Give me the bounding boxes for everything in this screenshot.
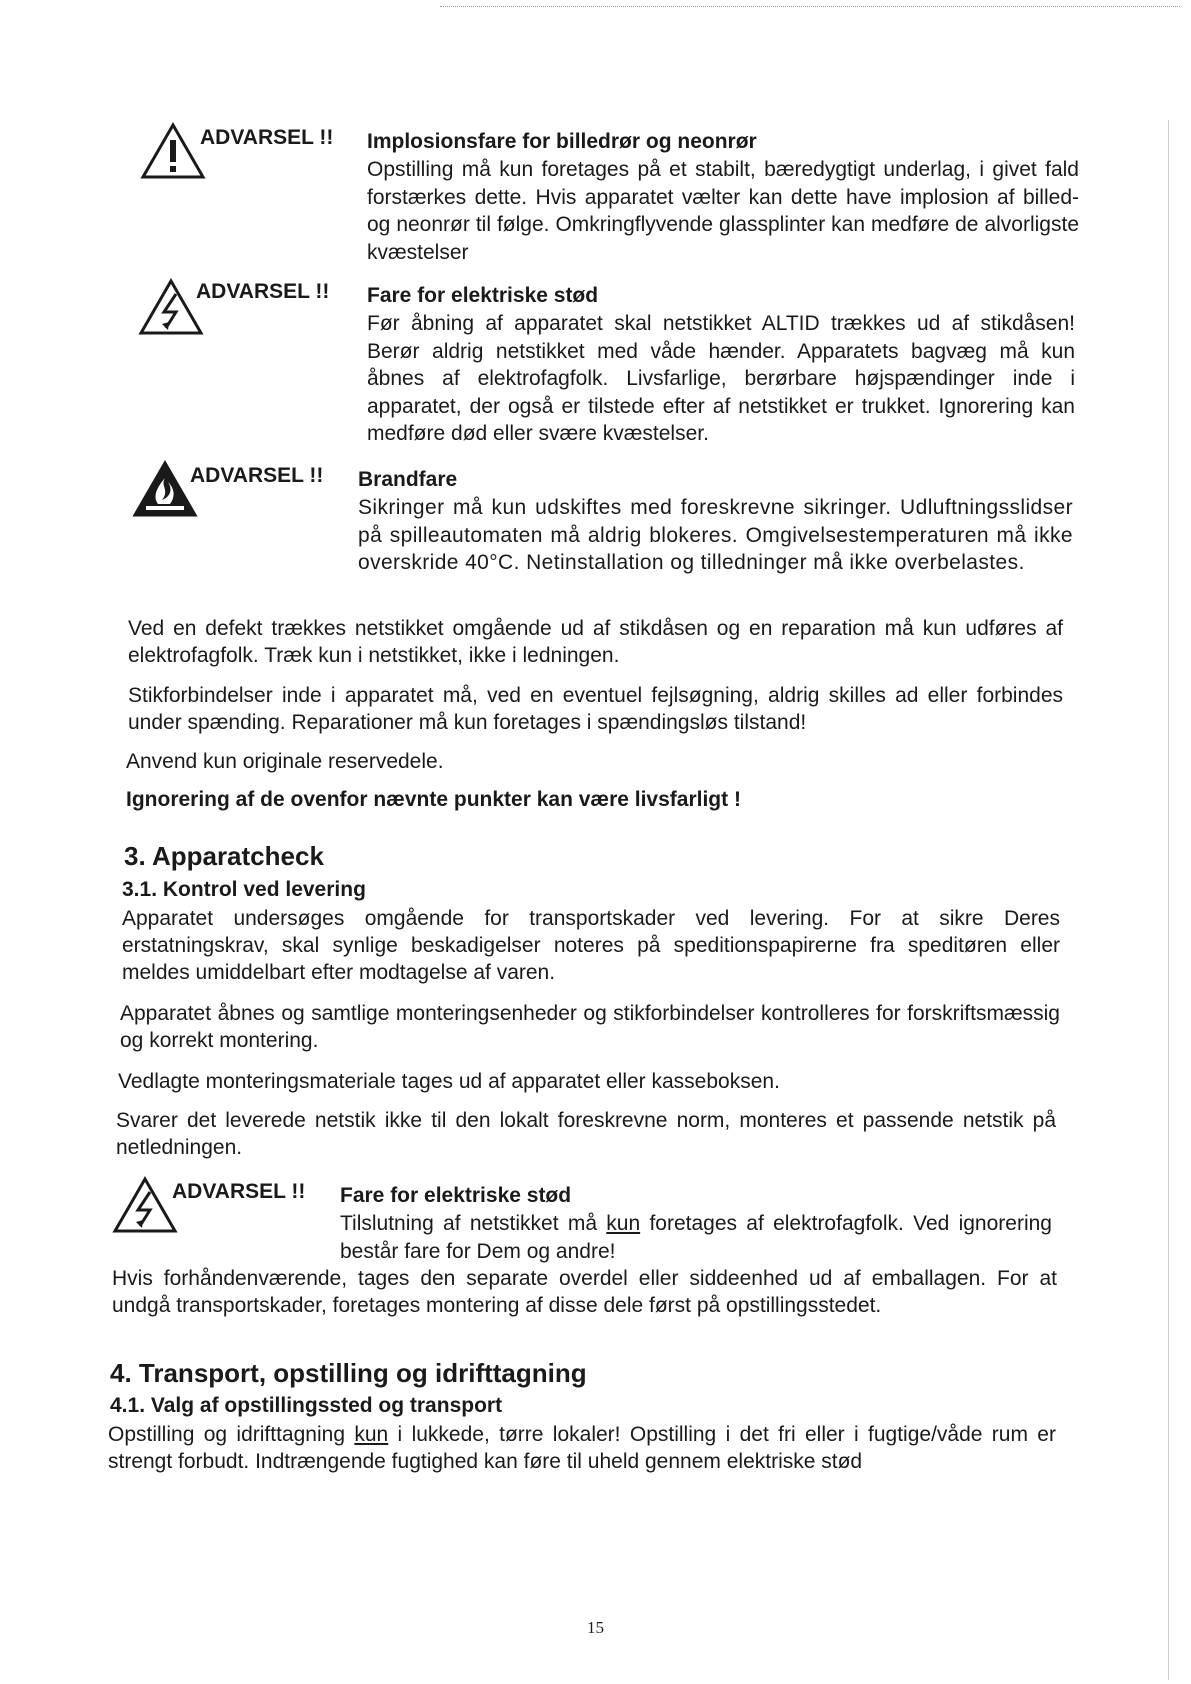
fire-warning-icon xyxy=(132,460,198,518)
warning-implosion xyxy=(140,122,1080,272)
warning-text-part: Tilslutning af netstikket må xyxy=(340,1212,607,1235)
warning-electric-shock xyxy=(138,278,1078,458)
warning-text: Sikringer må kun udskiftes med foreskrevne sikringer. Udluftningsslidser på spilleautomaten må aldrig blokeres. Omgivelsestemperaturen må ikke overskride 40°C. Netinstallation og tilledninger må ikke overbelastes. xyxy=(358,496,1073,574)
warning-title: Brandfare xyxy=(358,468,458,491)
warning-text xyxy=(340,1210,1052,1265)
scan-edge-line xyxy=(440,6,1180,7)
warning-title: Fare for elektriske stød xyxy=(367,284,599,307)
paragraph xyxy=(108,1421,1056,1475)
implosion-warning-icon xyxy=(140,122,206,180)
scan-edge-line xyxy=(1168,120,1169,1680)
paragraph: Apparatet åbnes og samtlige monteringsenheder og stikforbindelser kontrolleres for forskriftsmæssig og korrekt montering. xyxy=(120,1002,1060,1052)
paragraph: Stikforbindelser inde i apparatet må, ved en eventuel fejlsøgning, aldrig skilles ad eller forbindes under spænding. Reparationer må kun foretages i spændingsløs tilstand! xyxy=(128,684,1063,734)
paragraph: Ved en defekt trækkes netstikket omgående ud af stikdåsen og en reparation må kun udføres af elektrofagfolk. Træk kun i netstikket, ikke i ledningen. xyxy=(128,617,1063,667)
electric-shock-warning-icon xyxy=(112,1176,178,1234)
warning-label: ADVARSEL !! xyxy=(200,126,334,149)
paragraph-part: Opstilling og idrifttagning xyxy=(108,1423,355,1446)
warning-title: Implosionsfare for billedrør og neonrør xyxy=(367,130,757,153)
subsection-heading: 3.1. Kontrol ved levering xyxy=(122,878,366,901)
warning-electric-shock xyxy=(112,1176,1052,1263)
warning-label: ADVARSEL !! xyxy=(196,280,330,303)
warning-text: Før åbning af apparatet skal netstikket ALTID trækkes ud af stikdåsen! Berør aldrig netstikket med våde hænder. Apparatets bagvæg må kun åbnes af elektrofagfolk. Livsfarlige, berørbare højspændinger inde i apparatet, der også er tilstede efter af netstikket er trukket. Ignorering kan medføre død eller svære kvæstelser. xyxy=(367,312,1075,445)
paragraph: Apparatet undersøges omgående for transportskader ved levering. For at sikre Deres erstatningskrav, skal synlige beskadigelser noteres på speditionspapirerne fra speditøren eller meldes umiddelbart efter modtagelse af varen. xyxy=(122,907,1060,984)
emphasis-underline: kun xyxy=(606,1212,641,1235)
paragraph: Svarer det leverede netstik ikke til den lokalt foreskrevne norm, monteres et passende netstik på netledningen. xyxy=(116,1109,1056,1159)
section-heading: 3. Apparatcheck xyxy=(124,841,324,871)
warning-label: ADVARSEL !! xyxy=(172,1180,306,1203)
paragraph-emphasis: Ignorering af de ovenfor nævnte punkter kan være livsfarligt ! xyxy=(126,788,741,811)
electric-shock-warning-icon xyxy=(138,278,204,336)
subsection-heading: 4.1. Valg af opstillingssted og transport xyxy=(110,1394,503,1417)
section-heading: 4. Transport, opstilling og idrifttagning xyxy=(110,1358,587,1388)
warning-fire xyxy=(132,460,1072,610)
page-number: 15 xyxy=(587,1618,604,1637)
warning-text: Opstilling må kun foretages på et stabilt, bæredygtigt underlag, i givet fald forstærkes dette. Hvis apparatet vælter kan dette have implosion af billed- og neonrør til følge. Omkringflyvende glassplinter kan medføre de alvorligste kvæstelser xyxy=(367,158,1079,264)
emphasis-underline: kun xyxy=(354,1423,389,1446)
warning-label: ADVARSEL !! xyxy=(190,464,324,487)
paragraph-part: i lukkede, tørre lokaler! Opstilling i det fri eller i fugtige/våde rum er strengt forbudt. Indtrængende fugtighed kan føre til uheld gennem elektriske stød xyxy=(108,1423,1056,1473)
paragraph: Hvis forhåndenværende, tages den separate overdel eller siddeenhed ud af emballagen. For at undgå transportskader, foretages montering af disse dele først på opstillingsstedet. xyxy=(112,1267,1057,1317)
paragraph: Anvend kun originale reservedele. xyxy=(126,750,444,773)
paragraph: Vedlagte monteringsmateriale tages ud af apparatet eller kasseboksen. xyxy=(118,1070,780,1093)
warning-title: Fare for elektriske stød xyxy=(340,1184,572,1207)
warning-text-part: foretages af elektrofagfolk. Ved ignorering består fare for Dem og andre! xyxy=(340,1212,1052,1263)
